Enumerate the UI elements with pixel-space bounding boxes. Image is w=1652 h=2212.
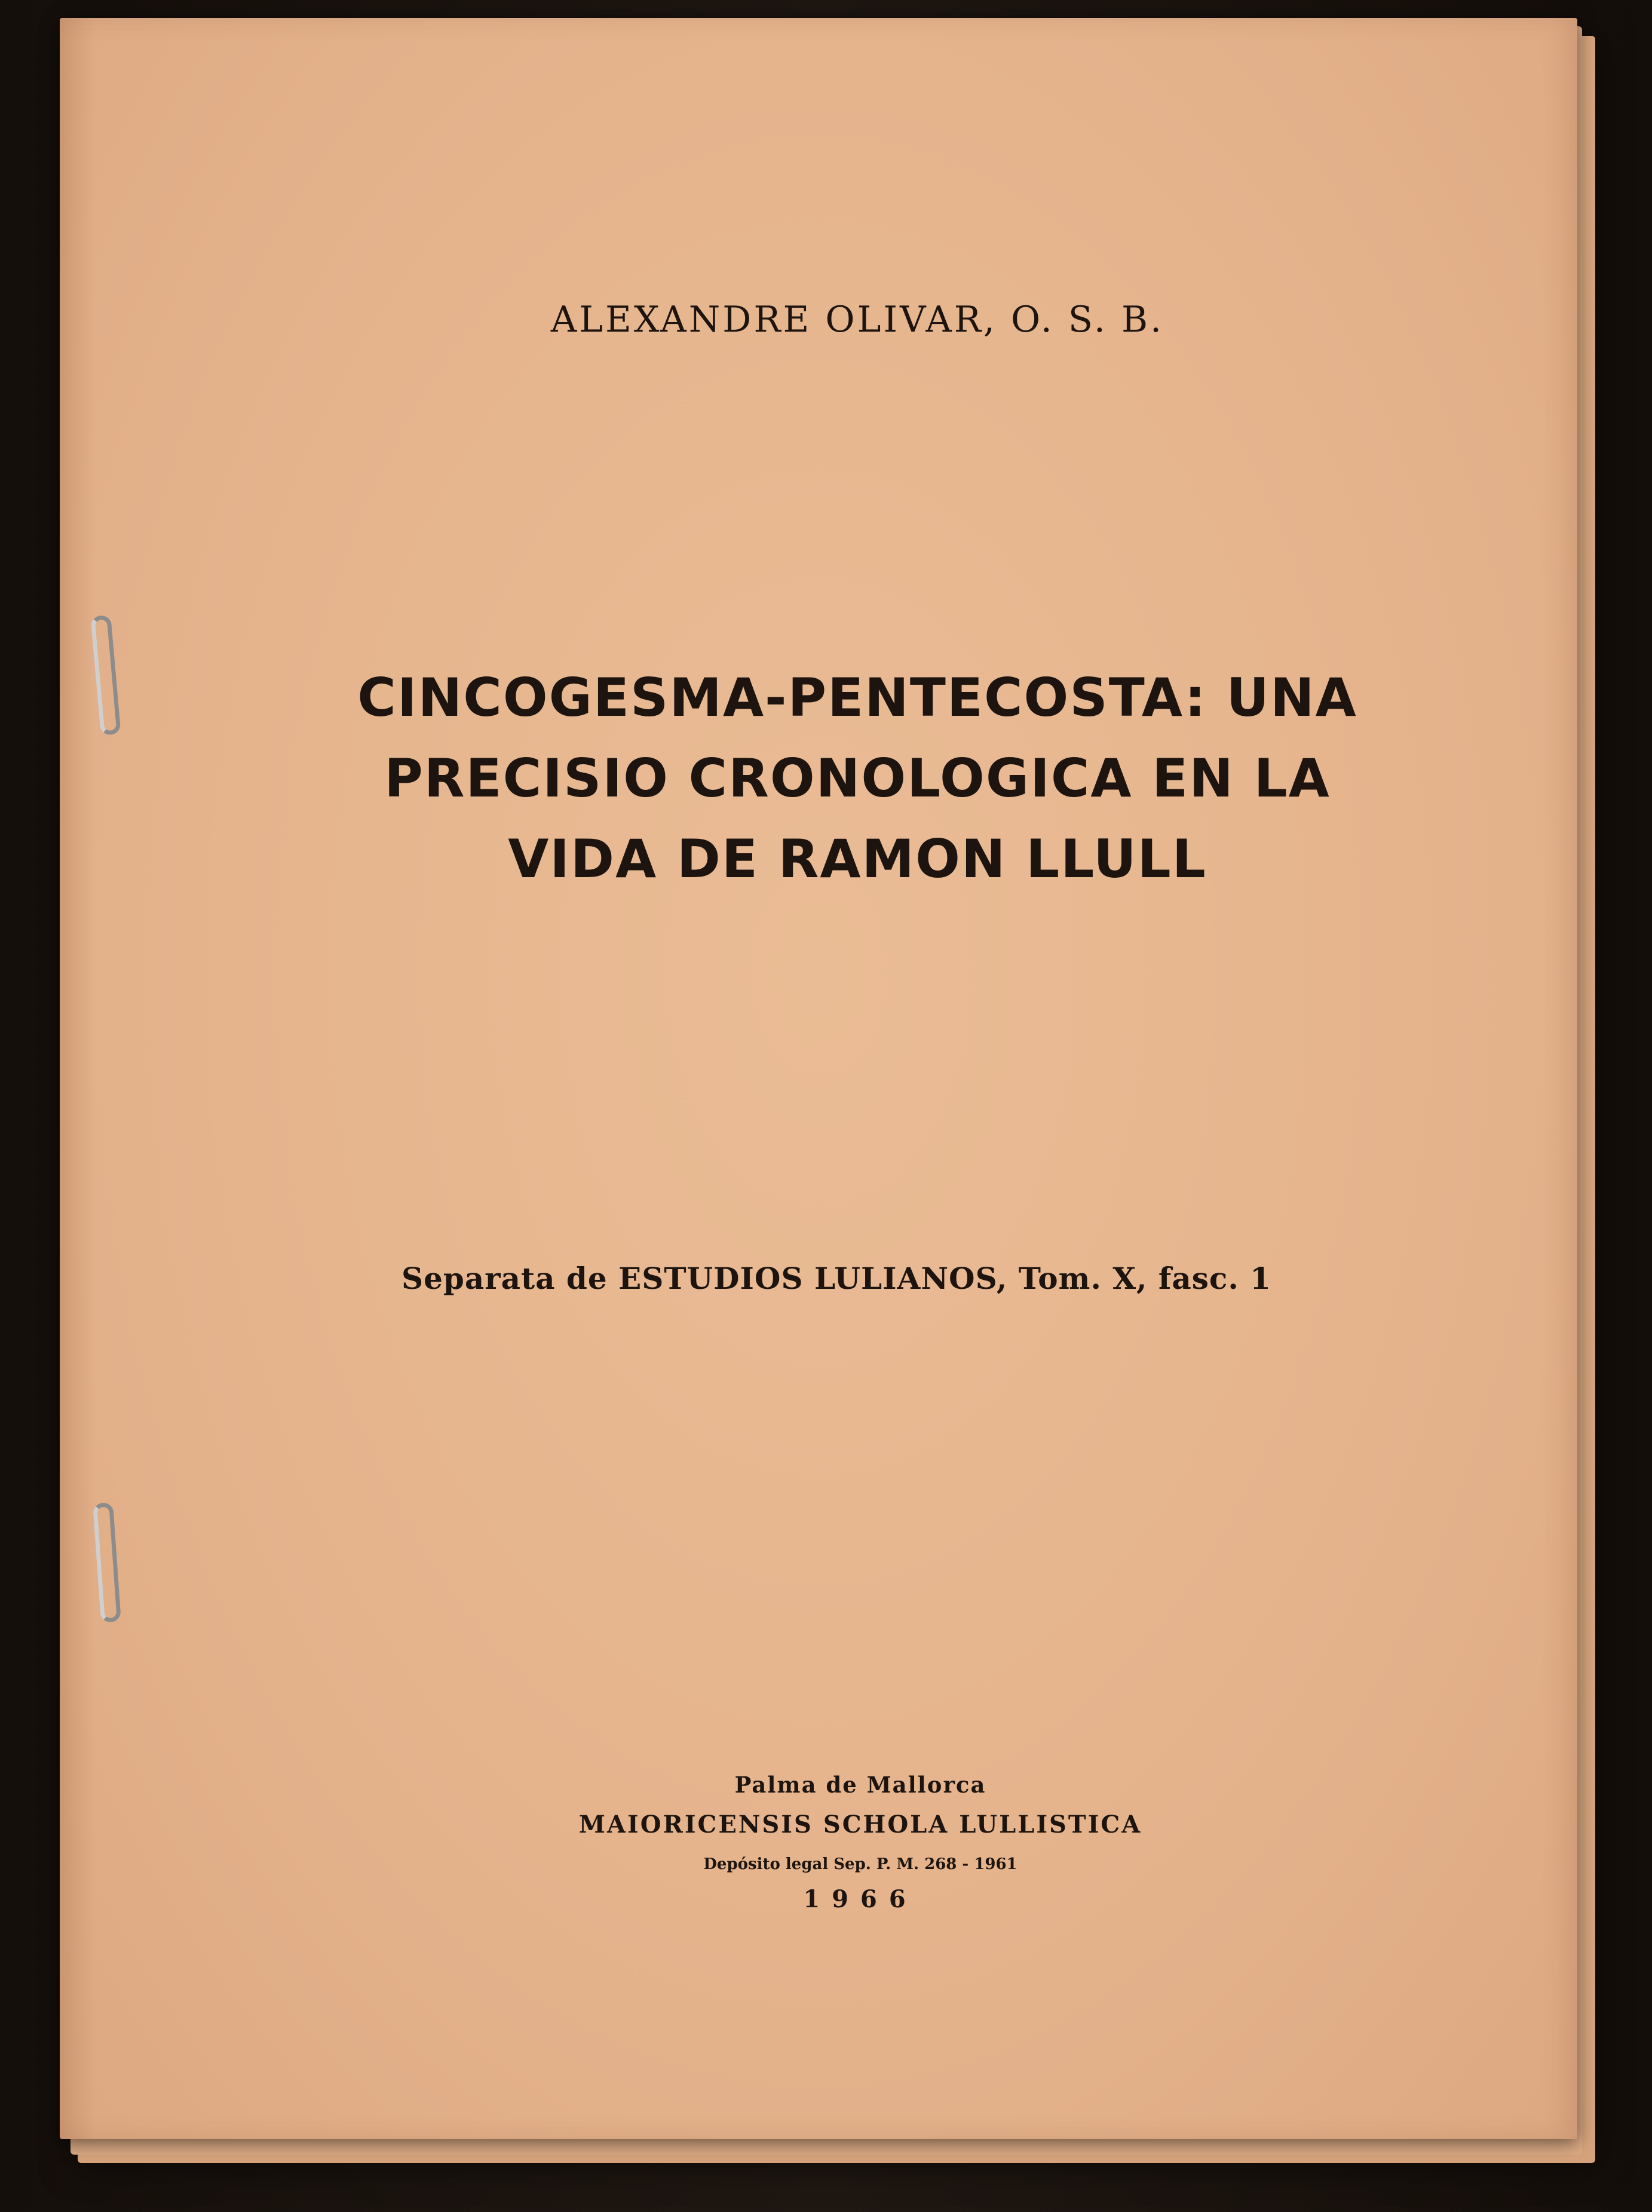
document-title <box>99 657 1577 899</box>
booklet-cover <box>60 18 1577 2139</box>
imprint-place: Palma de Mallorca <box>734 1772 986 1798</box>
imprint-publisher: MAIORICENSIS SCHOLA LULLISTICA <box>578 1810 1142 1839</box>
imprint-legal-deposit: Depósito legal Sep. P. M. 268 - 1961 <box>703 1855 1017 1873</box>
author-name: ALEXANDRE OLIVAR, O. S. B. <box>550 299 1164 341</box>
separata-note: Separata de ESTUDIOS LULIANOS, Tom. X, fasc. 1 <box>401 1261 1271 1296</box>
title-line-1: CINCOGESMA-PENTECOSTA: UNA <box>357 667 1357 728</box>
imprint-year: 1966 <box>803 1885 918 1913</box>
staple-bottom-icon <box>93 1502 121 1623</box>
title-line-2: PRECISIO CRONOLOGICA EN LA <box>384 747 1331 809</box>
title-line-3: VIDA DE RAMON LLULL <box>508 828 1207 890</box>
